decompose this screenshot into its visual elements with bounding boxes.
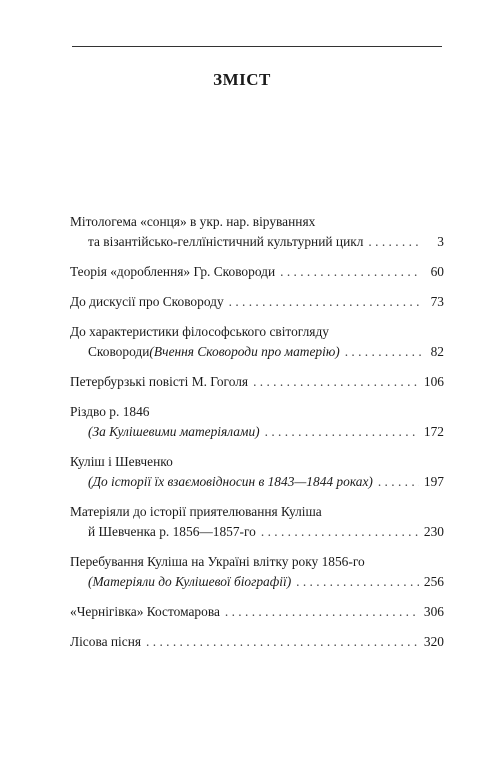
toc-entry-title: Петербурзькі повісті М. Гоголя (70, 374, 249, 389)
toc-page-number: 256 (423, 574, 444, 589)
toc-entry-title: Різдво р. 1846 (70, 404, 150, 419)
toc-entry-2[interactable] (70, 262, 444, 282)
toc-entry-3[interactable] (70, 292, 444, 312)
toc-entry-title: «Чернігівка» Костомарова (70, 604, 220, 619)
toc-entry-title: Матеріяли до історії приятелювання Куліша (70, 504, 322, 519)
toc-page-number: 197 (423, 474, 444, 489)
toc-entry-10[interactable] (70, 602, 444, 622)
toc-entry-title: Теорія «дороблення» Гр. Сковороди (70, 264, 276, 279)
toc-entry-5[interactable] (70, 372, 444, 392)
toc-entry-title: До дискусії про Сковороду (70, 294, 224, 309)
toc-page-number: 82 (430, 344, 444, 359)
toc-page-number: 306 (423, 604, 444, 619)
toc-page-number: 172 (423, 424, 444, 439)
dot-leader (261, 522, 419, 542)
dot-leader (265, 422, 419, 442)
dot-leader (225, 602, 419, 622)
toc-page-number: 106 (423, 374, 444, 389)
table-of-contents (70, 212, 444, 662)
toc-entry-1[interactable] (70, 212, 444, 252)
top-rule (72, 46, 442, 47)
toc-entry-subtitle: (За Кулішевими матеріялами) (88, 424, 260, 439)
dot-leader (378, 472, 419, 492)
toc-entry-9[interactable] (70, 552, 444, 592)
toc-entry-title: Мітологема «сонця» в укр. нар. віруваннях (70, 214, 316, 229)
toc-entry-6[interactable] (70, 402, 444, 442)
toc-entry-4[interactable] (70, 322, 444, 362)
toc-entry-title: До характеристики філософського світогляду (70, 324, 329, 339)
toc-page-number: 73 (430, 294, 444, 309)
toc-entry-subtitle: (Вчення Сковороди про матерію) (149, 344, 340, 359)
toc-entry-title: Куліш і Шевченко (70, 454, 173, 469)
toc-page-number: 3 (437, 234, 444, 249)
toc-entry-title-cont: й Шевченка р. 1856—1857-го (88, 524, 256, 539)
toc-entry-8[interactable] (70, 502, 444, 542)
toc-entry-subtitle: (До історії їх взаємовідносин в 1843—1844 роках) (88, 474, 373, 489)
dot-leader (368, 232, 421, 252)
dot-leader (146, 632, 419, 652)
dot-leader (280, 262, 421, 282)
toc-entry-subtitle: (Матеріяли до Кулішевої біографії) (88, 574, 292, 589)
toc-entry-title-cont: та візантійсько-геллїністичний культурний цикл (88, 234, 364, 249)
toc-entry-title: Перебування Куліша на Україні влітку року 1856-го (70, 554, 365, 569)
toc-page-number: 320 (423, 634, 444, 649)
toc-entry-7[interactable] (70, 452, 444, 492)
toc-page-number: 230 (423, 524, 444, 539)
dot-leader (296, 572, 419, 592)
dot-leader (253, 372, 419, 392)
toc-page-number: 60 (430, 264, 444, 279)
dot-leader (229, 292, 421, 312)
toc-entry-11[interactable] (70, 632, 444, 652)
page-title: ЗМІСТ (213, 70, 271, 89)
toc-entry-title: Лісова пісня (70, 634, 142, 649)
toc-entry-title-cont: Сковороди (88, 344, 150, 359)
dot-leader (345, 342, 421, 362)
